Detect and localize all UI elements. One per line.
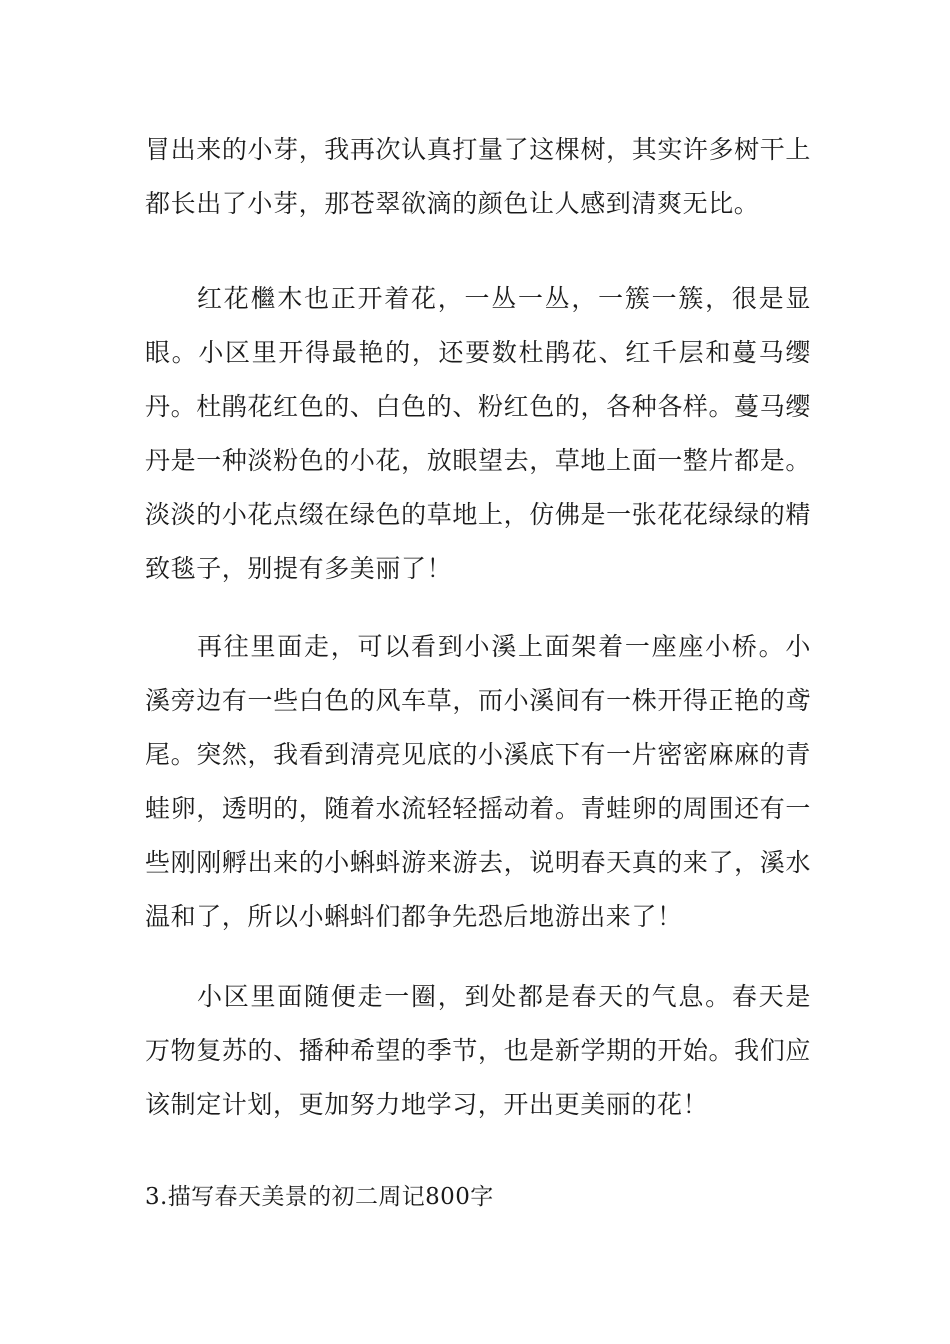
paragraph-4: 小区里面随便走一圈，到处都是春天的气息。春天是万物复苏的、播种希望的季节，也是新学期的开始。我们应该制定计划，更加努力地学习，开出更美丽的花！: [145, 982, 811, 1119]
section-heading: 3.描写春天美景的初二周记800字: [145, 1184, 494, 1210]
paragraph-2: 红花檵木也正开着花，一丛一丛，一簇一簇，很是显眼。小区里开得最艳的，还要数杜鹃花、红千层和蔓马缨丹。杜鹃花红色的、白色的、粉红色的，各种各样。蔓马缨丹是一种淡粉色的小花，放眼望去，草地上面一整片都是。淡淡的小花点缀在绿色的草地上，仿佛是一张花花绿绿的精致毯子，别提有多美丽了！: [145, 284, 811, 583]
paragraph-3: 再往里面走，可以看到小溪上面架着一座座小桥。小溪旁边有一些白色的风车草，而小溪间有一株开得正艳的鸢尾。突然，我看到清亮见底的小溪底下有一片密密麻麻的青蛙卵，透明的，随着水流轻轻摇动着。青蛙卵的周围还有一些刚刚孵出来的小蝌蚪游来游去，说明春天真的来了，溪水温和了，所以小蝌蚪们都争先恐后地游出来了！: [145, 632, 811, 931]
paragraph-1: 冒出来的小芽，我再次认真打量了这棵树，其实许多树干上都长出了小芽，那苍翠欲滴的颜色让人感到清爽无比。: [145, 135, 811, 218]
